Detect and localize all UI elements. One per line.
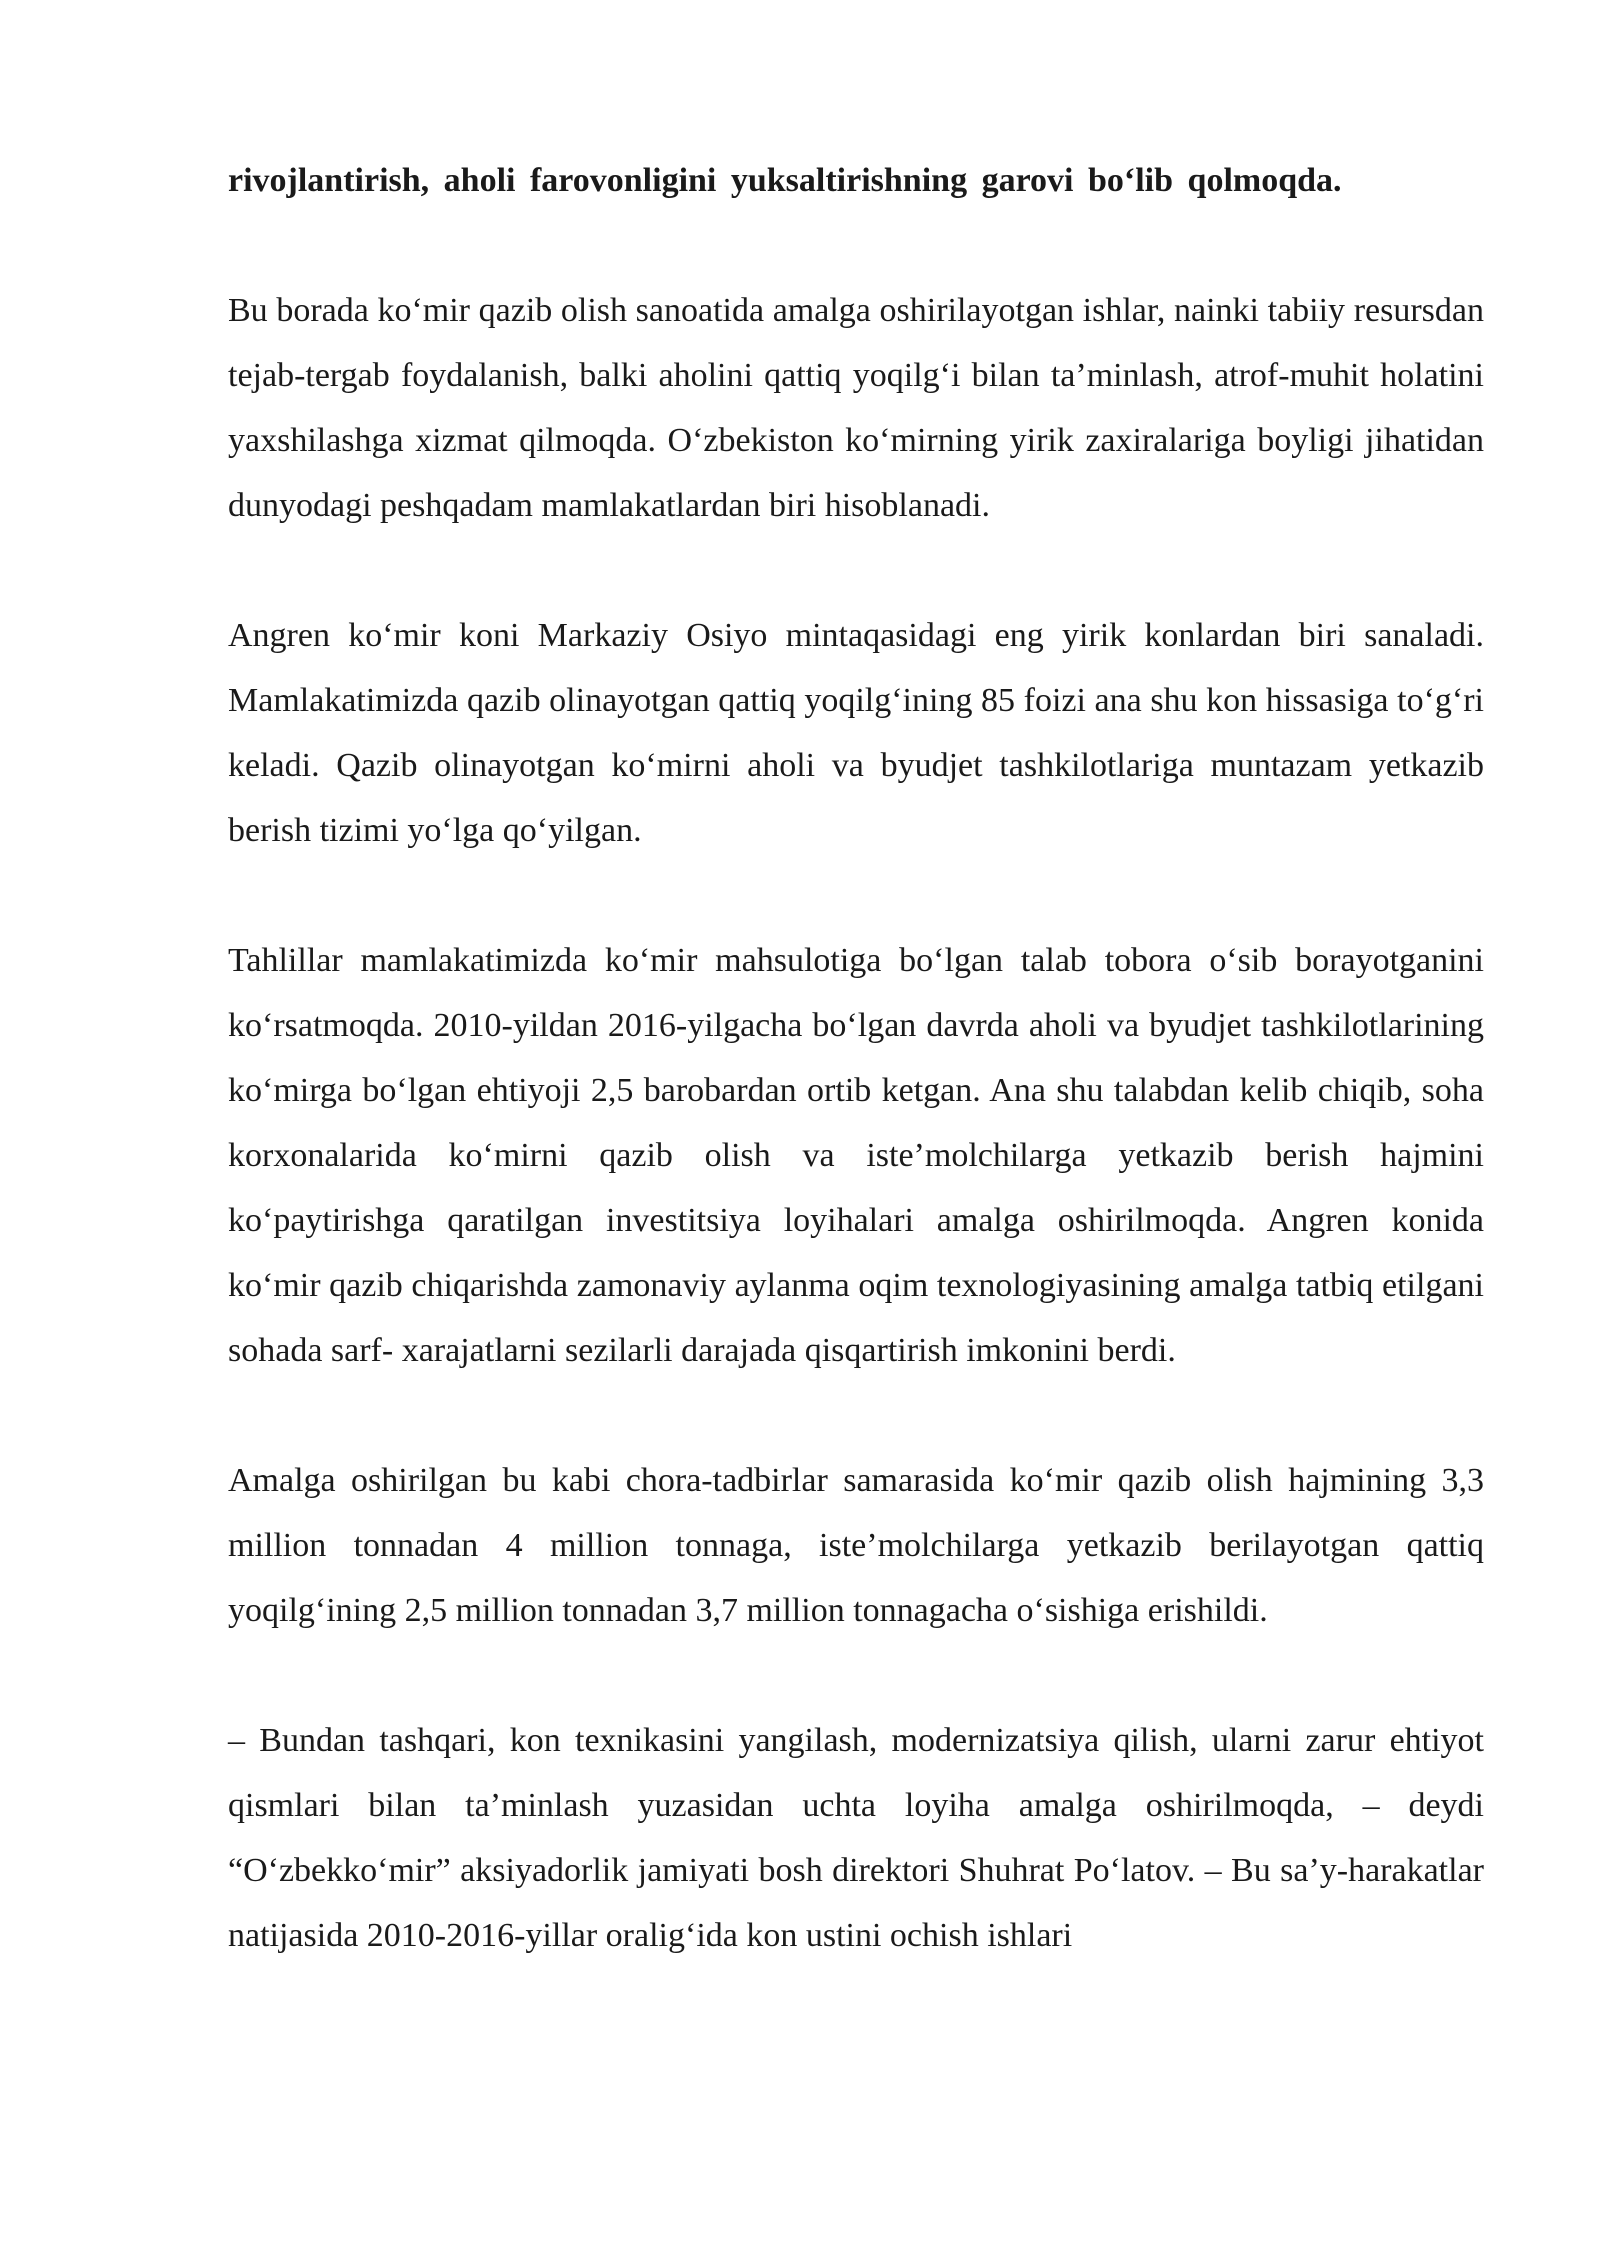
text-line: tashkilotlariga muntazam yetkazib berish tizimi yo‘lga qo‘yilgan.: [228, 747, 1484, 849]
text-line: Amalga oshirilgan bu kabi chora-tadbirlar samarasida ko‘mir qazib olish hajmining: [228, 1462, 1442, 1499]
text-line: Bu borada ko‘mir qazib olish sanoatida amalga oshirilayotgan ishlar, nainki tabiiy: [228, 292, 1354, 329]
text-line: byudjet tashkilotlarining ko‘mirga bo‘lgan ehtiyoji 2,5 barobardan ortib ketgan.: [228, 1007, 1484, 1109]
text-line: loyihalari amalga oshirilmoqda. Angren konida ko‘mir qazib chiqarishda: [228, 1202, 1484, 1304]
text-line: zamonaviy aylanma oqim texnologiyasining amalga tatbiq etilgani sohada sarf-: [228, 1267, 1484, 1369]
paragraph-quote: [228, 1708, 1484, 1968]
paragraph-angren: [228, 603, 1484, 863]
text-line: sa’y-harakatlar natijasida 2010-2016-yillar oralig‘ida kon ustini ochish ishlari: [228, 1852, 1484, 1954]
document-page: [228, 148, 1484, 2033]
text-line: qattiq yoqilg‘ining 2,5 million tonnadan 3,7 million tonnagacha o‘sishiga erishildi.: [228, 1527, 1484, 1629]
text-line: ehtiyot qismlari bilan ta’minlash yuzasidan uchta loyiha amalga oshirilmoqda, –: [228, 1722, 1484, 1824]
text-line: deydi “O‘zbekko‘mir” aksiyadorlik jamiyati bosh direktori Shuhrat Po‘latov. – Bu: [228, 1787, 1484, 1889]
text-line: mamlakatlardan biri hisoblanadi.: [541, 487, 990, 524]
paragraph-analysis: [228, 928, 1484, 1383]
text-line: Angren ko‘mir koni Markaziy Osiyo mintaqasidagi eng yirik konlardan biri: [228, 617, 1365, 654]
text-line: iste’molchilarga yetkazib berish hajmini ko‘paytirishga qaratilgan investitsiya: [228, 1137, 1484, 1239]
text-line: xarajatlarni sezilarli darajada qisqartirish imkonini berdi.: [401, 1332, 1176, 1369]
text-line: rivojlantirish, aholi farovonligini yuksaltirishning garovi bo‘lib qolmoqda.: [228, 162, 1342, 199]
text-line: 3,3 million tonnadan 4 million tonnaga, iste’molchilarga yetkazib berilayotgan: [228, 1462, 1484, 1564]
paragraph-coal-industry: [228, 278, 1484, 538]
text-line: Tahlillar mamlakatimizda ko‘mir mahsulotiga bo‘lgan talab tobora o‘sib: [228, 942, 1296, 979]
text-line: borayotganini ko‘rsatmoqda. 2010-yildan 2016-yilgacha bo‘lgan davrda aholi va: [228, 942, 1484, 1044]
text-line: atrof-muhit holatini yaxshilashga xizmat qilmoqda.: [228, 357, 1484, 459]
text-line: Ana shu talabdan kelib chiqib, soha korxonalarida ko‘mirni qazib olish va: [228, 1072, 1484, 1174]
text-line: O‘zbekiston ko‘mirning yirik zaxiralariga boyligi jihatidan dunyodagi peshqadam: [228, 422, 1485, 524]
text-line: – Bundan tashqari, kon texnikasini yangilash, modernizatsiya qilish, ularni zarur: [228, 1722, 1390, 1759]
text-line: sanaladi. Mamlakatimizda qazib olinayotgan qattiq yoqilg‘ining 85 foizi ana shu: [228, 617, 1484, 719]
paragraph-results: [228, 1448, 1484, 1643]
paragraph-intro: [228, 148, 1484, 213]
text-line: resursdan tejab-tergab foydalanish, balki aholini qattiq yoqilg‘i bilan ta’minlash,: [228, 292, 1484, 394]
text-line: kon hissasiga to‘g‘ri keladi. Qazib olinayotgan ko‘mirni aholi va byudjet: [228, 682, 1484, 784]
